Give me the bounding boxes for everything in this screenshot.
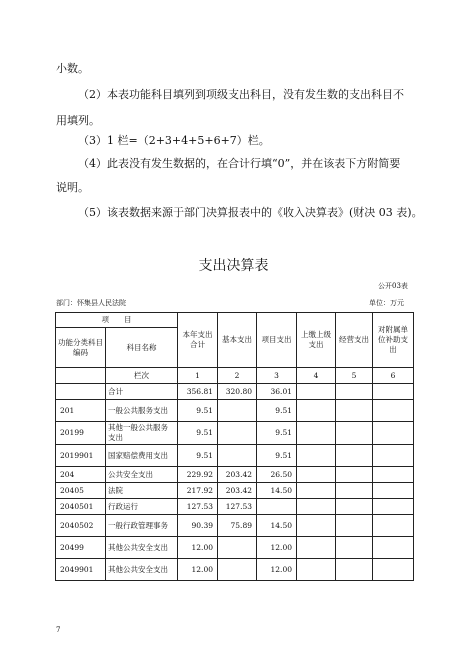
cell-operate	[336, 400, 373, 422]
page-number: 7	[56, 626, 61, 634]
table-row	[56, 422, 414, 445]
cell-subsidy	[373, 559, 414, 581]
table-row	[56, 400, 414, 422]
cell-name: 一般行政管理事务	[106, 515, 178, 537]
cell-code: 20499	[56, 537, 106, 559]
cell-basic	[218, 445, 257, 467]
cell-code: 20405	[56, 483, 106, 499]
cell-total: 9.51	[178, 445, 218, 467]
cell-operate	[336, 537, 373, 559]
header-total: 本年支出合计	[178, 313, 218, 368]
department-label: 部门：怀集县人民法院	[56, 299, 126, 307]
form-code: 公开03表	[378, 282, 408, 290]
col-index-3: 3	[257, 368, 297, 384]
cell-remit	[297, 537, 336, 559]
cell-remit	[297, 559, 336, 581]
cell-subsidy	[373, 515, 414, 537]
cell-subsidy	[373, 445, 414, 467]
cell-name: 其他公共安全支出	[106, 559, 178, 581]
cell-total: 90.39	[178, 515, 218, 537]
table-row	[56, 559, 414, 581]
cell-subsidy	[373, 422, 414, 445]
cell-subsidy	[373, 499, 414, 515]
table-row	[56, 515, 414, 537]
table-row	[56, 467, 414, 483]
cell-total: 9.51	[178, 422, 218, 445]
cell-name: 合计	[106, 384, 178, 400]
cell-basic: 127.53	[218, 499, 257, 515]
cell-name: 国家赔偿费用支出	[106, 445, 178, 467]
cell-project: 36.01	[257, 384, 297, 400]
cell-code: 2049901	[56, 559, 106, 581]
table-row	[56, 499, 414, 515]
cell-code: 20199	[56, 422, 106, 445]
cell-name: 行政运行	[106, 499, 178, 515]
cell-remit	[297, 467, 336, 483]
cell-basic	[218, 559, 257, 581]
cell-project: 12.00	[257, 559, 297, 581]
cell-name: 其他一般公共服务支出	[106, 422, 178, 445]
cell-basic	[218, 400, 257, 422]
cell-name: 一般公共服务支出	[106, 400, 178, 422]
table-row	[56, 384, 414, 400]
table-row	[56, 483, 414, 499]
col-index-2: 2	[218, 368, 257, 384]
cell-code	[56, 384, 106, 400]
cell-code: 204	[56, 467, 106, 483]
cell-name: 公共安全支出	[106, 467, 178, 483]
note-2-cont: 用填列。	[56, 114, 100, 127]
expenditure-table	[55, 312, 414, 581]
header-operate: 经营支出	[336, 313, 373, 368]
cell-operate	[336, 467, 373, 483]
note-4: （4）此表没有发生数据的，在合计行填“0”，并在该表下方附简要	[78, 157, 401, 170]
cell-operate	[336, 445, 373, 467]
cell-remit	[297, 422, 336, 445]
cell-remit	[297, 400, 336, 422]
cell-total: 9.51	[178, 400, 218, 422]
cell-project	[257, 499, 297, 515]
cell-subsidy	[373, 467, 414, 483]
col-index-5: 5	[336, 368, 373, 384]
note-2: （2）本表功能科目填列到项级支出科目，没有发生数的支出科目不	[78, 88, 404, 101]
cell-operate	[336, 559, 373, 581]
cell-remit	[297, 515, 336, 537]
cell-basic: 203.42	[218, 483, 257, 499]
cell-project: 14.50	[257, 515, 297, 537]
cell-basic	[218, 422, 257, 445]
table-row	[56, 445, 414, 467]
cell-code: 2040501	[56, 499, 106, 515]
cell-operate	[336, 483, 373, 499]
note-3: （3）1 栏=（2+3+4+5+6+7）栏。	[78, 134, 270, 147]
cell-project: 26.50	[257, 467, 297, 483]
note-4-cont: 说明。	[56, 181, 89, 194]
header-basic: 基本支出	[218, 313, 257, 368]
note-continuation: 小数。	[56, 62, 89, 75]
cell-project: 9.51	[257, 445, 297, 467]
header-code: 功能分类科目编码	[56, 328, 106, 368]
cell-total: 12.00	[178, 559, 218, 581]
col-index-6: 6	[373, 368, 414, 384]
cell-total: 12.00	[178, 537, 218, 559]
cell-name: 其他公共安全支出	[106, 537, 178, 559]
cell-project: 12.00	[257, 537, 297, 559]
col-index-4: 4	[297, 368, 336, 384]
cell-basic: 75.89	[218, 515, 257, 537]
col-index-1: 1	[178, 368, 218, 384]
col-index-label: 栏次	[106, 368, 178, 384]
cell-basic	[218, 537, 257, 559]
cell-operate	[336, 515, 373, 537]
header-item: 项 目	[56, 313, 178, 328]
cell-project: 9.51	[257, 400, 297, 422]
header-subsidy: 对附属单位补助支出	[373, 313, 414, 368]
cell-project: 9.51	[257, 422, 297, 445]
cell-subsidy	[373, 537, 414, 559]
header-remit: 上缴上级支出	[297, 313, 336, 368]
cell-subsidy	[373, 483, 414, 499]
table-row	[56, 537, 414, 559]
cell-project: 14.50	[257, 483, 297, 499]
unit-label: 单位：万元	[369, 299, 404, 307]
header-project: 项目支出	[257, 313, 297, 368]
cell-total: 217.92	[178, 483, 218, 499]
cell-remit	[297, 483, 336, 499]
note-5: （5）该表数据来源于部门决算报表中的《收入决算表》(财决 03 表)。	[78, 206, 423, 219]
header-name: 科目名称	[106, 328, 178, 368]
cell-operate	[336, 384, 373, 400]
cell-operate	[336, 499, 373, 515]
cell-total: 229.92	[178, 467, 218, 483]
cell-total: 127.53	[178, 499, 218, 515]
cell-basic: 203.42	[218, 467, 257, 483]
cell-code: 2019901	[56, 445, 106, 467]
cell-name: 法院	[106, 483, 178, 499]
cell-code: 201	[56, 400, 106, 422]
cell-remit	[297, 384, 336, 400]
cell-operate	[336, 422, 373, 445]
cell-subsidy	[373, 384, 414, 400]
cell-total: 356.81	[178, 384, 218, 400]
cell-code: 2040502	[56, 515, 106, 537]
cell-remit	[297, 445, 336, 467]
cell-remit	[297, 499, 336, 515]
cell-basic: 320.80	[218, 384, 257, 400]
cell-subsidy	[373, 400, 414, 422]
table-title: 支出决算表	[198, 258, 269, 274]
